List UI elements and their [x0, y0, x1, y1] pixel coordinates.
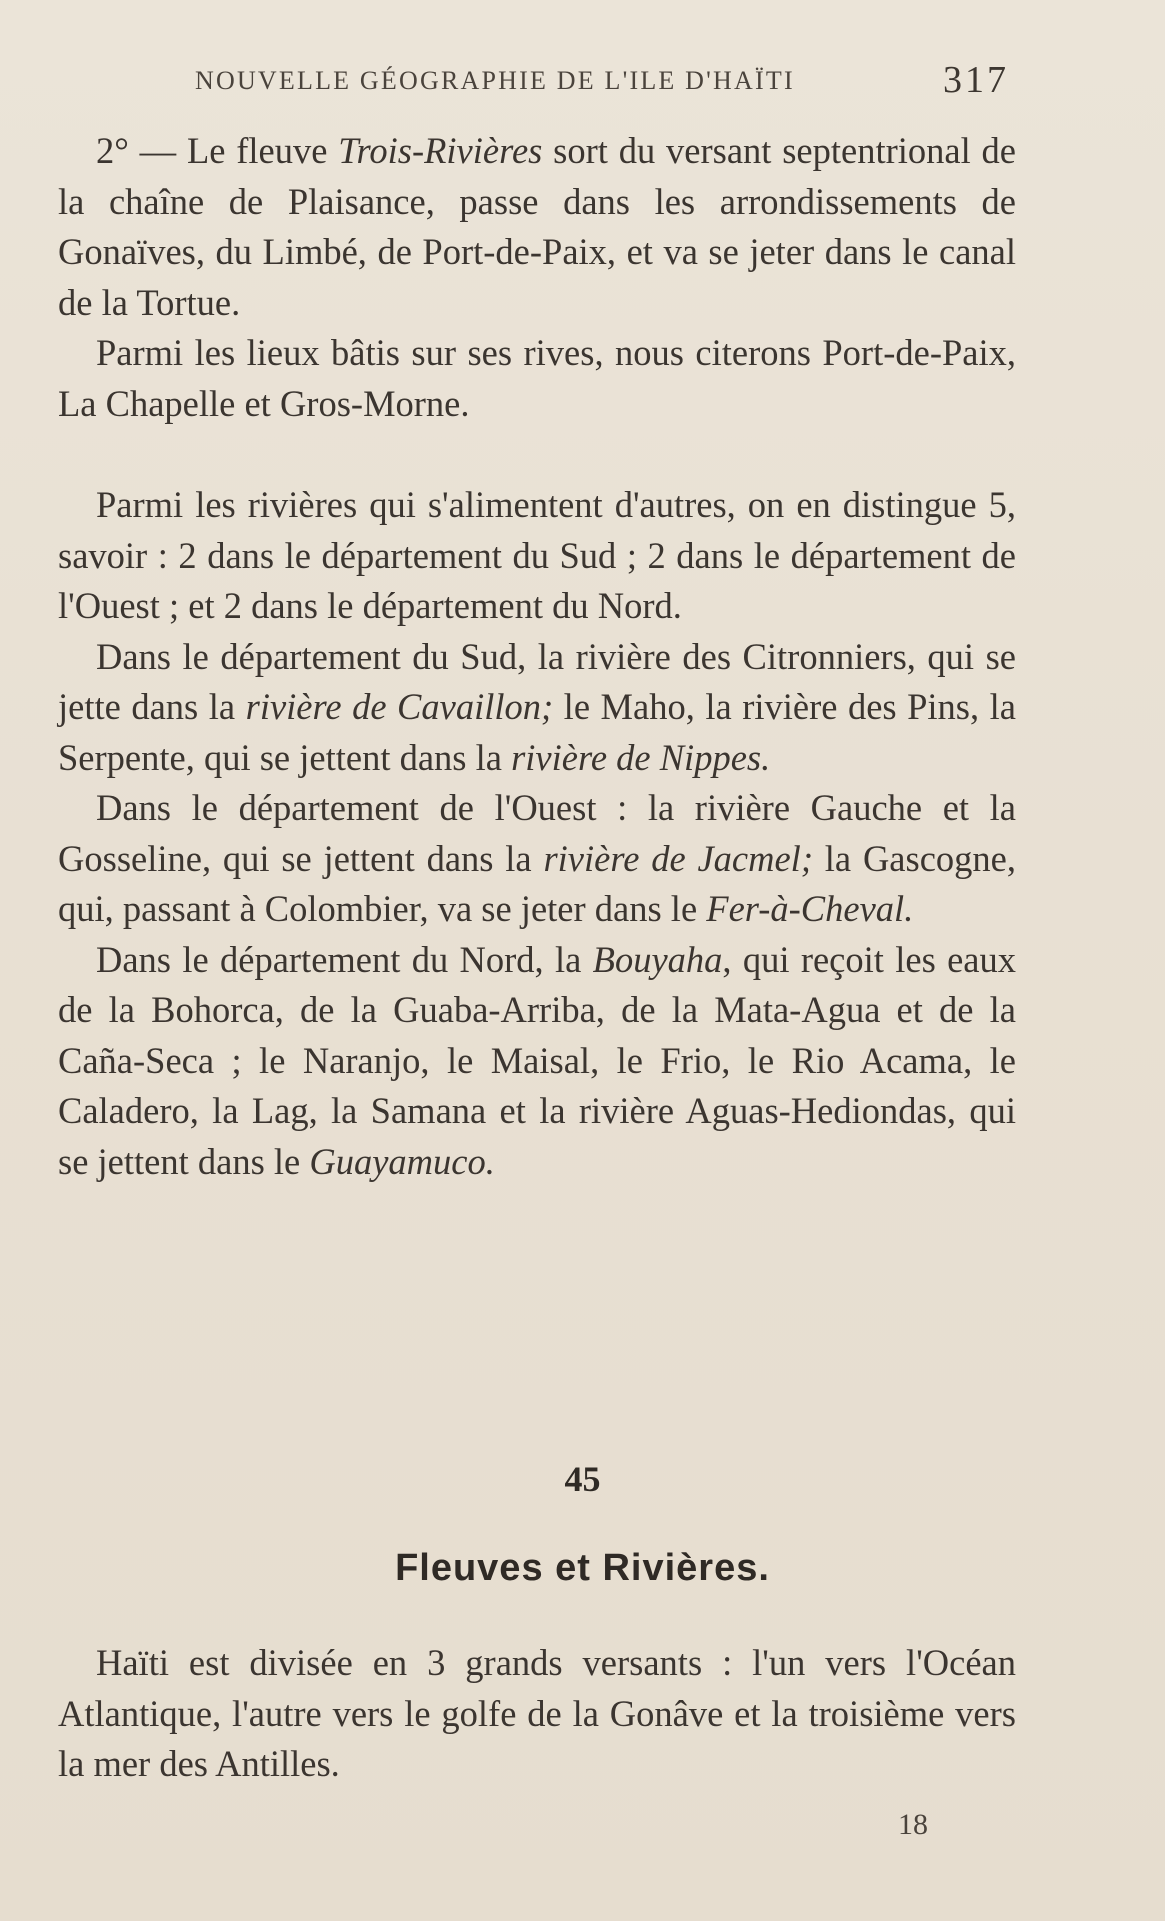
- river-name-italic: Guayamuco.: [309, 1140, 495, 1182]
- river-name-italic: Trois-Rivières: [338, 130, 543, 171]
- paragraph-text: Dans le département du Nord, la: [96, 938, 593, 980]
- river-name-italic: rivière de Nippes.: [511, 736, 771, 778]
- paragraph-trois-rivieres: [58, 126, 1016, 328]
- running-title: NOUVELLE GÉOGRAPHIE DE L'ILE D'HAÏTI: [195, 66, 795, 95]
- paragraph-text: la Gascogne, qui, passant à Colombier, va se jeter dans le: [58, 837, 1016, 929]
- page-number: 317: [943, 59, 1009, 101]
- paragraph-text: sort du versant septentrional de la chaîne de Plaisance, passe dans les arrondissements de Gonaïves, du Limbé, de Port-de-Paix, et va se jeter dans le canal de la Tortue.: [58, 130, 1016, 323]
- text-block-rivieres: [58, 480, 1016, 1187]
- paragraph-text: , qui reçoit les eaux de la Bohorca, de la Guaba-Arriba, de la Mata-Agua et de la Caña-Seca ; le Naranjo, le Maisal, le Frio, le Rio Acama, le Caladero, la Lag, la Samana et la rivière Aguas-Hediondas, qui se jettent dans le: [58, 938, 1016, 1182]
- signature-mark: 18: [898, 1808, 928, 1841]
- paragraph-departement-sud: [58, 632, 1016, 784]
- page-header: [0, 58, 1165, 108]
- river-name-italic: rivière de Cavaillon;: [245, 686, 554, 727]
- paragraph-text: 2° — Le fleuve: [96, 130, 339, 171]
- paragraph-text: le Maho, la rivière des Pins, la Serpente, qui se jettent dans la: [58, 686, 1016, 778]
- section-title: Fleuves et Rivières.: [395, 1547, 770, 1589]
- river-name-italic: rivière de Jacmel;: [543, 837, 813, 879]
- paragraph-text: Dans le département de l'Ouest : la rivière Gauche et la Gosseline, qui se jettent dans la: [58, 787, 1016, 879]
- paragraph-rivieres-alimentent: Parmi les rivières qui s'alimentent d'autres, on en distingue 5, savoir : 2 dans le département du Sud ; 2 dans le département de l'Ouest ; et 2 dans le département du Nord.: [58, 484, 1016, 626]
- paragraph-departement-nord: [58, 935, 1016, 1188]
- river-name-italic: Bouyaha: [592, 938, 723, 980]
- paragraph-versants: Haïti est divisée en 3 grands versants : l'un vers l'Océan Atlantique, l'autre vers le golfe de la Gonâve et la troisième vers la mer des Antilles.: [58, 1642, 1016, 1784]
- text-block-fleuves: [58, 1638, 1016, 1790]
- paragraph-departement-ouest: [58, 783, 1016, 935]
- text-block-continued: [58, 126, 1016, 429]
- paragraph-lieux-batis: Parmi les lieux bâtis sur ses rives, nous citerons Port-de-Paix, La Chapelle et Gros-Morne.: [58, 332, 1016, 424]
- river-name-italic: Fer-à-Cheval.: [706, 888, 914, 929]
- section-number: 45: [564, 1459, 601, 1499]
- paragraph-text: Dans le département du Sud, la rivière des Citronniers, qui se jette dans la: [58, 635, 1016, 727]
